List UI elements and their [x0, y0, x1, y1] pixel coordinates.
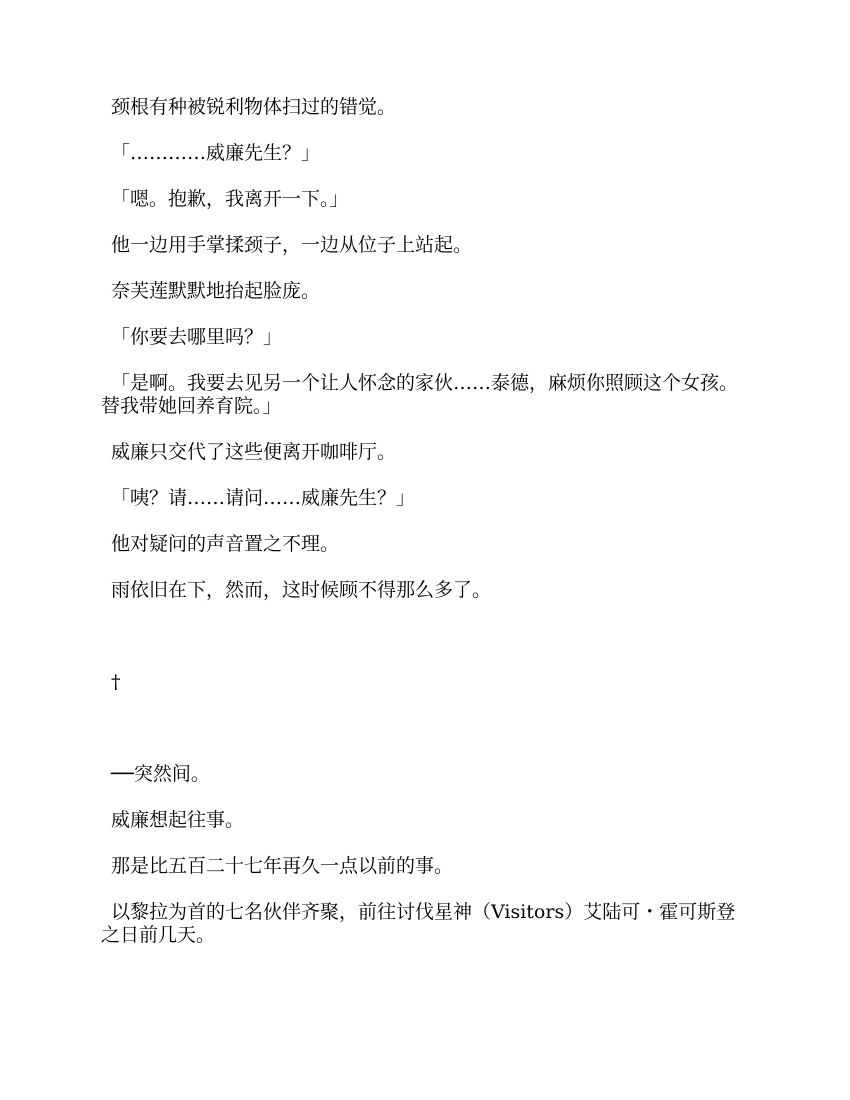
paragraph: 「是啊。我要去见另一个让人怀念的家伙……泰德，麻烦你照顾这个女孩。替我带她回养育院。」: [101, 372, 739, 417]
section-divider-mark: †: [111, 671, 121, 693]
section-spacer-top: [101, 625, 751, 671]
paragraph: 「嗯。抱歉，我离开一下。」: [111, 188, 349, 210]
paragraph: 他一边用手掌揉颈子，一边从位子上站起。: [111, 234, 473, 256]
paragraph: 威廉想起往事。: [111, 809, 245, 831]
paragraph: 雨依旧在下，然而，这时候顾不得那么多了。: [111, 579, 492, 601]
section-spacer-bottom: [101, 694, 751, 763]
paragraph: 威廉只交代了这些便离开咖啡厅。: [111, 441, 397, 463]
paragraph: 那是比五百二十七年再久一点以前的事。: [111, 855, 454, 877]
paragraph: 「咦？请……请问……威廉先生？」: [111, 487, 416, 509]
document-page: [101, 96, 751, 970]
paragraph: 他对疑问的声音置之不理。: [111, 533, 340, 555]
paragraph: 颈根有种被锐利物体扫过的错觉。: [111, 96, 397, 118]
paragraph: 奈芙莲默默地抬起脸庞。: [111, 280, 321, 302]
paragraph: 「你要去哪里吗？」: [111, 326, 283, 348]
paragraph: 「…………威廉先生？」: [111, 142, 321, 164]
paragraph: ──突然间。: [111, 763, 210, 785]
paragraph: 以黎拉为首的七名伙伴齐聚，前往讨伐星神（Visitors）艾陆可・霍可斯登之日前几天。: [101, 901, 736, 946]
